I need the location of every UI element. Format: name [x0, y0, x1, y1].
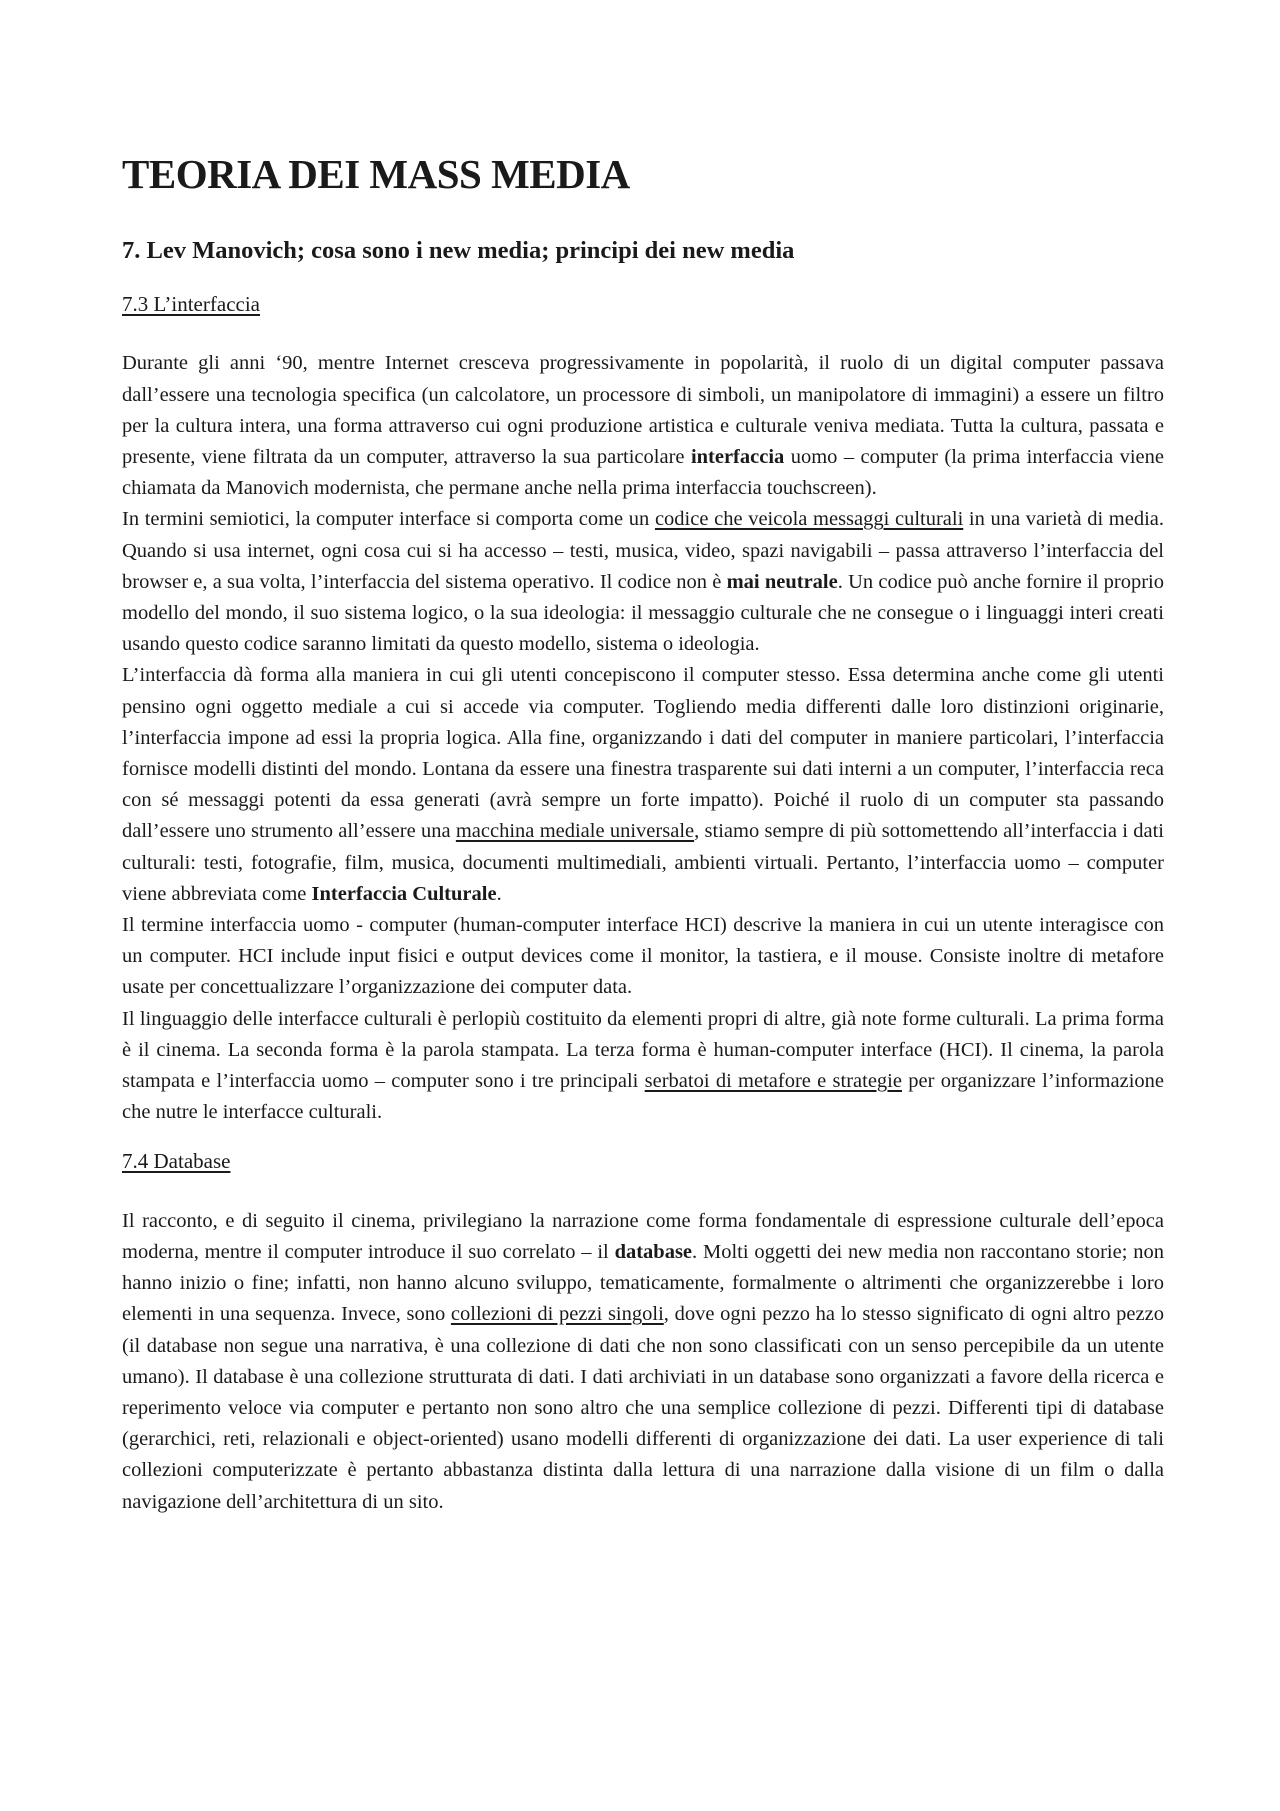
bold-term: Interfaccia Culturale: [311, 882, 497, 905]
section-heading-interfaccia: 7.3 L’interfaccia: [122, 292, 260, 317]
document-title: TEORIA DEI MASS MEDIA: [122, 151, 630, 197]
paragraph: Il racconto, e di seguito il cinema, privilegiano la narrazione come forma fondamentale di espressione culturale dell’epoca moderna, mentre il computer introduce il suo correlato – il database. Molti oggetti dei new media non raccontano storie; non hanno inizio o fine; infatti, non hanno alcuno sviluppo, tematicamente, formalmente o altrimenti che organizzerebbe i loro elementi in una sequenza. Invece, sono collezioni di pezzi singoli, dove ogni pezzo ha lo stesso significato di ogni altro pezzo (il database non segue una narrativa, è una collezione di dati che non sono classificati con un senso percepibile da un utente umano). Il database è una collezione strutturata di dati. I dati archiviati in un database sono organizzati a favore della ricerca e reperimento veloce via computer e pertanto non sono altro che una semplice collezione di pezzi. Differenti tipi di database (gerarchici, reti, relazionali e object-oriented) usano modelli differenti di organizzazione dei dati. La user experience di tali collezioni computerizzate è pertanto abbastanza distinta dalla lettura di una narrazione dalla visione di un film o dalla navigazione dell’architettura di un sito.: [122, 1209, 1164, 1513]
bold-term: mai neutrale: [726, 570, 838, 593]
section-body-database: [122, 1206, 1164, 1518]
underlined-phrase: serbatoi di metafore e strategie: [644, 1070, 902, 1092]
paragraph: L’interfaccia dà forma alla maniera in cui gli utenti concepiscono il computer stesso. Essa determina anche come gli utenti pensino ogni oggetto mediale a cui si accede via computer. Togliendo media differenti dalle loro distinzioni originarie, l’interfaccia impone ad essi la propria logica. Alla fine, organizzando i dati del computer in maniere particolari, l’interfaccia fornisce modelli distinti del mondo. Lontana da essere una finestra trasparente sui dati interni a un computer, l’interfaccia reca con sé messaggi potenti da essa generati (avrà sempre un forte impatto). Poiché il ruolo di un computer sta passando dall’essere uno strumento all’essere una macchina mediale universale, stiamo sempre di più sottomettendo all’interfaccia i dati culturali: testi, fotografie, film, musica, documenti multimediali, ambienti virtuali. Pertanto, l’interfaccia uomo – computer viene abbreviata come Interfaccia Culturale.: [122, 664, 1164, 905]
paragraph: Il linguaggio delle interfacce culturali è perlopiù costituito da elementi propri di altre, già note forme culturali. La prima forma è il cinema. La seconda forma è la parola stampata. La terza forma è human-computer interface (HCI). Il cinema, la parola stampata e l’interfaccia uomo – computer sono i tre principali serbatoi di metafore e strategie per organizzare l’informazione che nutre le interfacce culturali.: [122, 1007, 1164, 1124]
section-body-interfaccia: [122, 348, 1164, 1128]
underlined-phrase: codice che veicola messaggi culturali: [654, 508, 964, 531]
section-heading-database: 7.4 Database: [122, 1149, 231, 1174]
underlined-phrase: macchina mediale universale: [455, 820, 695, 843]
paragraph: Il termine interfaccia uomo - computer (human-computer interface HCI) descrive la maniera in cui un utente interagisce con un computer. HCI include input fisici e output devices come il monitor, la tastiera, e il mouse. Consiste inoltre di metafore usate per concettualizzare l’organizzazione dei computer data.: [122, 913, 1164, 999]
chapter-title: 7. Lev Manovich; cosa sono i new media; principi dei new media: [122, 237, 795, 265]
bold-term: database: [614, 1240, 693, 1263]
underlined-phrase: collezioni di pezzi singoli: [450, 1303, 664, 1326]
paragraph: Durante gli anni ‘90, mentre Internet cresceva progressivamente in popolarità, il ruolo di un digital computer passava dall’essere una tecnologia specifica (un calcolatore, un processore di simboli, un manipolatore di immagini) a essere un filtro per la cultura intera, una forma attraverso cui ogni produzione artistica e culturale veniva mediata. Tutta la cultura, passata e presente, viene filtrata da un computer, attraverso la sua particolare interfaccia uomo – computer (la prima interfaccia viene chiamata da Manovich modernista, che permane anche nella prima interfaccia touchscreen).: [122, 352, 1164, 500]
bold-term: interfaccia: [690, 445, 785, 468]
document-page: [122, 150, 1164, 1518]
paragraph: In termini semiotici, la computer interface si comporta come un codice che veicola messaggi culturali in una varietà di media. Quando si usa internet, ogni cosa cui si ha accesso – testi, musica, video, spazi navigabili – passa attraverso l’interfaccia del browser e, a sua volta, l’interfaccia del sistema operativo. Il codice non è mai neutrale. Un codice può anche fornire il proprio modello del mondo, il suo sistema logico, o la sua ideologia: il messaggio culturale che ne consegue o i linguaggi interi creati usando questo codice saranno limitati da questo modello, sistema o ideologia.: [122, 508, 1165, 656]
